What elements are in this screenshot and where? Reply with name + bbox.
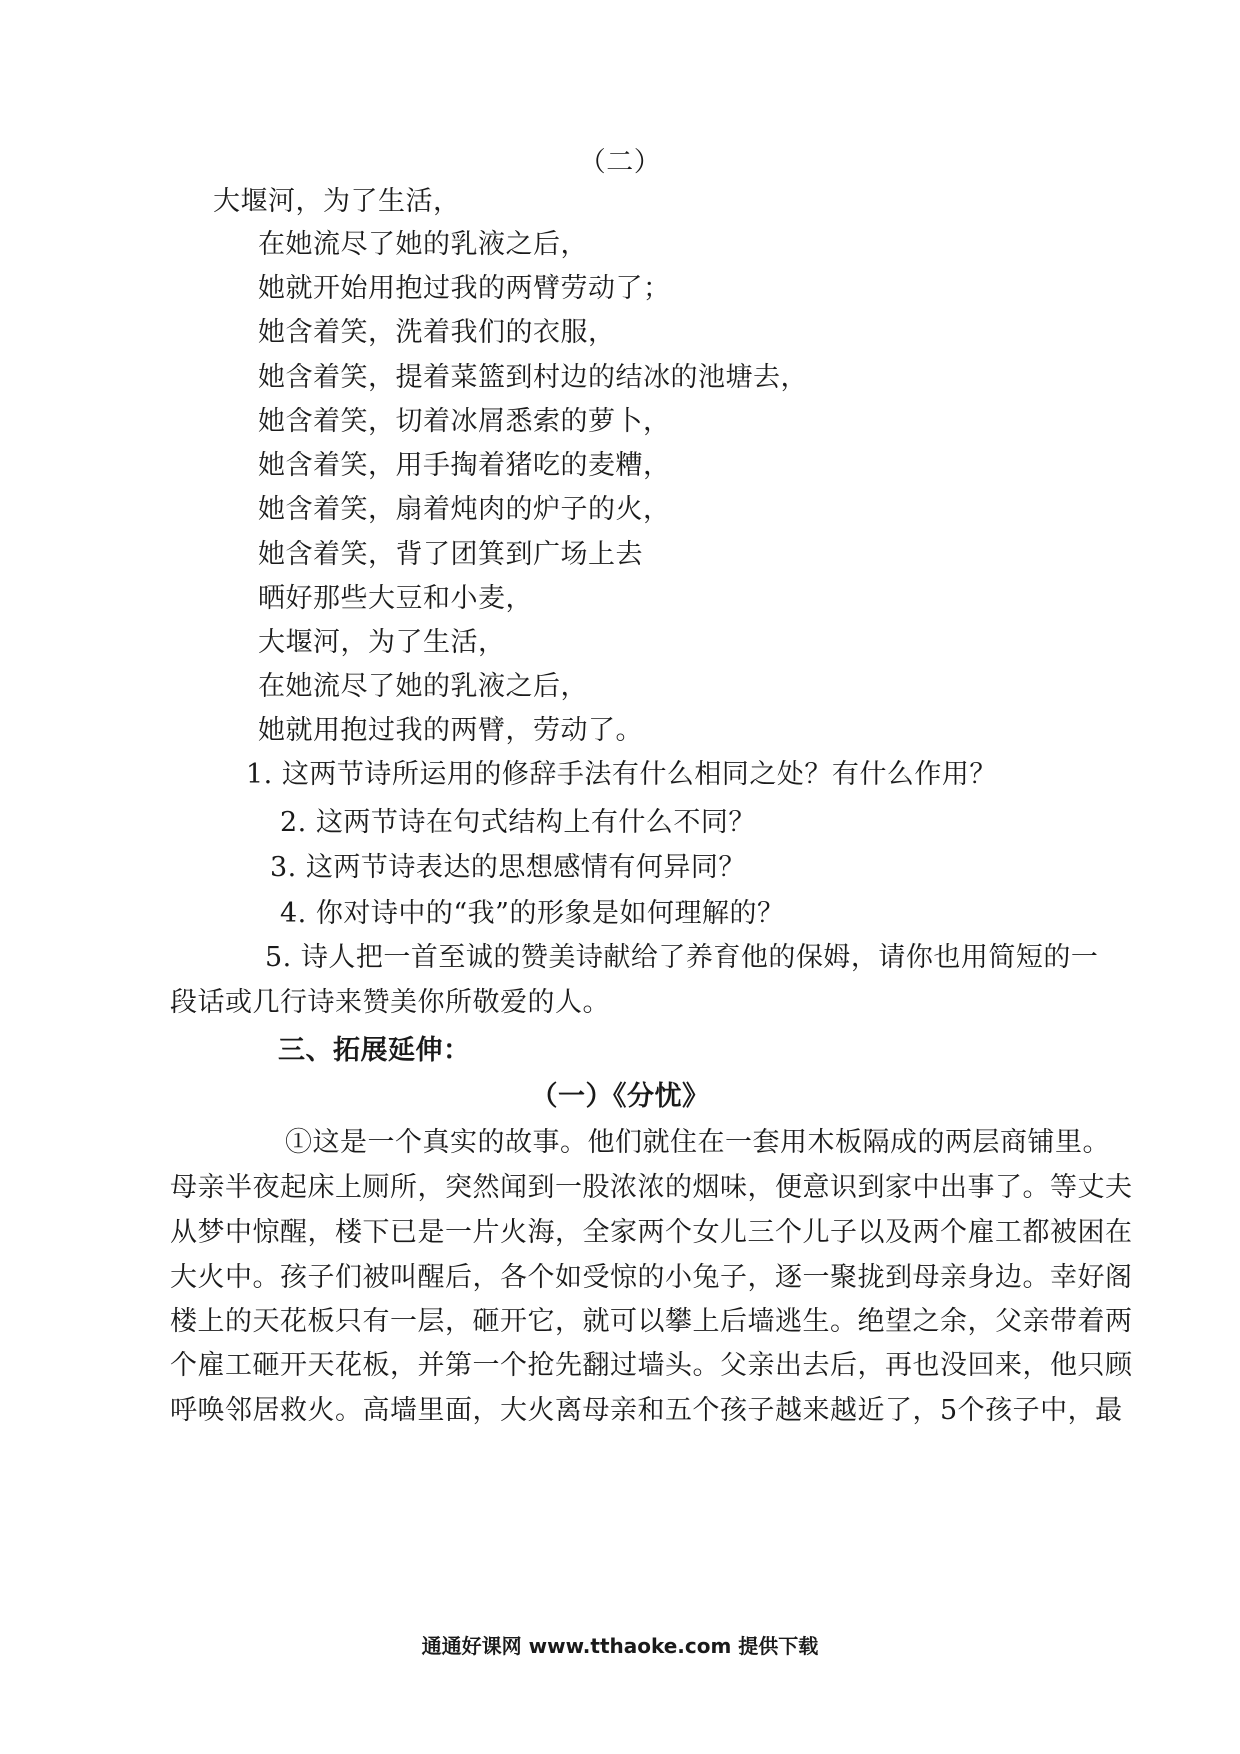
story-line: 个雇工砸开天花板，并第一个抢先翻过墙头。父亲出去后，再也没回来，他只顾 xyxy=(170,1350,1133,1381)
poem-line: 在她流尽了她的乳液之后， xyxy=(258,671,588,702)
poem-line: 大堰河，为了生活， xyxy=(213,186,461,217)
story-line: 楼上的天花板只有一层，砸开它，就可以攀上后墙逃生。绝望之余，父亲带着两 xyxy=(170,1306,1133,1337)
poem-line: 她含着笑，洗着我们的衣服， xyxy=(258,317,616,348)
poem-line: 晒好那些大豆和小麦， xyxy=(258,583,533,614)
story-title: （一）《分忧》 xyxy=(530,1081,710,1112)
question-1: 1. 这两节诗所运用的修辞手法有什么相同之处？有什么作用？ xyxy=(246,759,997,790)
poem-line: 在她流尽了她的乳液之后， xyxy=(258,229,588,260)
story-line: 大火中。孩子们被叫醒后，各个如受惊的小兔子，逐一聚拢到母亲身边。幸好阁 xyxy=(170,1262,1133,1293)
poem-line: 她含着笑，用手掏着猪吃的麦糟， xyxy=(258,450,671,481)
story-line: 从梦中惊醒，楼下已是一片火海，全家两个女儿三个儿子以及两个雇工都被困在 xyxy=(170,1217,1133,1248)
question-5: 5. 诗人把一首至诚的赞美诗献给了养育他的保姆，请你也用简短的一 xyxy=(265,942,1099,973)
question-2: 2. 这两节诗在句式结构上有什么不同？ xyxy=(280,807,756,838)
question-5-continued: 段话或几行诗来赞美你所敬爱的人。 xyxy=(170,987,610,1018)
story-line: ①这是一个真实的故事。他们就住在一套用木板隔成的两层商铺里。 xyxy=(285,1127,1110,1158)
poem-line: 她就用抱过我的两臂，劳动了。 xyxy=(258,715,643,746)
question-4: 4. 你对诗中的“我”的形象是如何理解的？ xyxy=(280,898,785,929)
poem-line: 她含着笑，提着菜篮到村边的结冰的池塘去， xyxy=(258,362,808,393)
poem-line: 她含着笑，切着冰屑悉索的萝卜， xyxy=(258,406,671,437)
section-heading: （二） xyxy=(578,147,662,178)
question-3: 3. 这两节诗表达的思想感情有何异同？ xyxy=(270,852,746,883)
story-line: 呼唤邻居救火。高墙里面，大火离母亲和五个孩子越来越近了，5个孩子中，最 xyxy=(170,1395,1123,1426)
part-three-heading: 三、拓展延伸： xyxy=(278,1035,471,1066)
story-line: 母亲半夜起床上厕所，突然闻到一股浓浓的烟味，便意识到家中出事了。等丈夫 xyxy=(170,1172,1133,1203)
footer-watermark: 通通好课网 www.tthaoke.com 提供下载 xyxy=(421,1634,819,1658)
poem-line: 她含着笑，扇着炖肉的炉子的火， xyxy=(258,494,671,525)
poem-line: 大堰河，为了生活， xyxy=(258,627,506,658)
poem-line: 她就开始用抱过我的两臂劳动了； xyxy=(258,273,671,304)
poem-line: 她含着笑，背了团箕到广场上去 xyxy=(258,539,643,570)
